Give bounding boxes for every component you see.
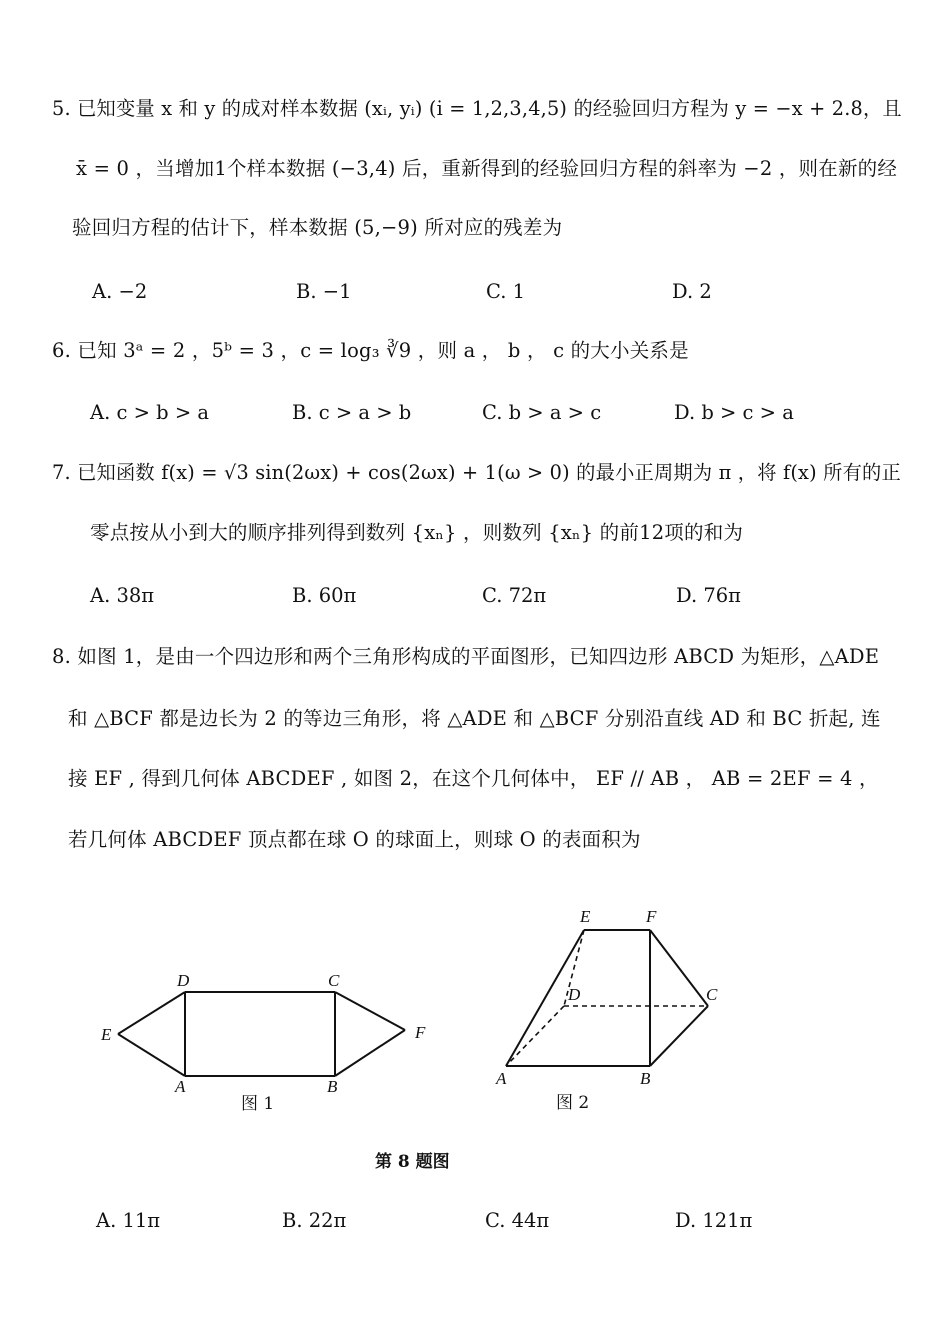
q8-line-1: 8. 如图 1，是由一个四边形和两个三角形构成的平面图形，已知四边形 ABCD 为矩形，△ADE [52, 645, 880, 668]
q5-option-b: B. −1 [296, 280, 352, 303]
q5-option-c: C. 1 [486, 280, 526, 303]
q8-option-a: A. 11π [96, 1209, 161, 1232]
fig2-point-c: C [706, 985, 718, 1004]
q7-option-b: B. 60π [292, 584, 357, 607]
q5-option-d: D. 2 [672, 280, 712, 303]
q6-option-c: C. b > a > c [482, 401, 602, 424]
q5-line-2: x̄ = 0 ，当增加1个样本数据 (−3,4) 后，重新得到的经验回归方程的斜率为 −2 ，则在新的经 [76, 157, 898, 180]
fig2-edge-fc [650, 930, 708, 1006]
fig1-edge-fc [335, 992, 405, 1030]
fig2-point-f: F [646, 907, 657, 926]
figure-1-diagram [95, 960, 445, 1100]
q5-line-1: 5. 已知变量 x 和 y 的成对样本数据 (xᵢ, yᵢ) (i = 1,2,3,4,5) 的经验回归方程为 y = −x + 2.8，且 [52, 97, 902, 120]
q7-option-d: D. 76π [676, 584, 741, 607]
figure-2-diagram [490, 900, 750, 1090]
q8-option-c: C. 44π [485, 1209, 550, 1232]
q6-option-a: A. c > b > a [90, 401, 209, 424]
figure-1-label: 图 1 [241, 1094, 275, 1114]
q7-line-1: 7. 已知函数 f(x) = √3 sin(2ωx) + cos(2ωx) + 1(ω > 0) 的最小正周期为 π ，将 f(x) 所有的正 [52, 461, 901, 484]
q6-line-1: 6. 已知 3ᵃ = 2 ，5ᵇ = 3 ，c = log₃ ∛9 ，则 a ， b ， c 的大小关系是 [52, 339, 689, 362]
fig1-edge-fb [335, 1030, 405, 1076]
q8-line-3: 接 EF , 得到几何体 ABCDEF , 如图 2，在这个几何体中， EF // AB ， AB = 2EF = 4 ， [68, 767, 879, 790]
q5-line-3: 验回归方程的估计下，样本数据 (5,−9) 所对应的残差为 [72, 216, 563, 239]
figure-2-label: 图 2 [556, 1093, 590, 1113]
q6-option-d: D. b > c > a [674, 401, 794, 424]
figure-caption: 第 8 题图 [375, 1152, 450, 1172]
q8-option-d: D. 121π [675, 1209, 753, 1232]
q8-option-b: B. 22π [282, 1209, 347, 1232]
q8-line-4: 若几何体 ABCDEF 顶点都在球 O 的球面上，则球 O 的表面积为 [68, 828, 641, 851]
fig1-point-a: A [175, 1077, 186, 1096]
q7-line-2: 零点按从小到大的顺序排列得到数列 {xₙ} ，则数列 {xₙ} 的前12项的和为 [90, 521, 744, 544]
fig1-point-f: F [415, 1023, 426, 1042]
q6-option-b: B. c > a > b [292, 401, 412, 424]
fig1-edge-ed [118, 992, 185, 1034]
fig1-point-c: C [328, 971, 340, 990]
fig2-edge-bc [650, 1006, 708, 1066]
fig2-point-b: B [640, 1069, 651, 1088]
q8-line-2: 和 △BCF 都是边长为 2 的等边三角形，将 △ADE 和 △BCF 分别沿直线 AD 和 BC 折起, 连 [68, 707, 881, 730]
fig1-point-b: B [327, 1077, 338, 1096]
q5-option-a: A. −2 [92, 280, 148, 303]
q7-option-c: C. 72π [482, 584, 547, 607]
fig1-point-e: E [101, 1025, 112, 1044]
fig2-point-d: D [568, 985, 581, 1004]
fig1-point-d: D [177, 971, 190, 990]
fig2-point-a: A [496, 1069, 507, 1088]
fig1-edge-ea [118, 1034, 185, 1076]
fig2-point-e: E [580, 907, 591, 926]
q7-option-a: A. 38π [90, 584, 155, 607]
